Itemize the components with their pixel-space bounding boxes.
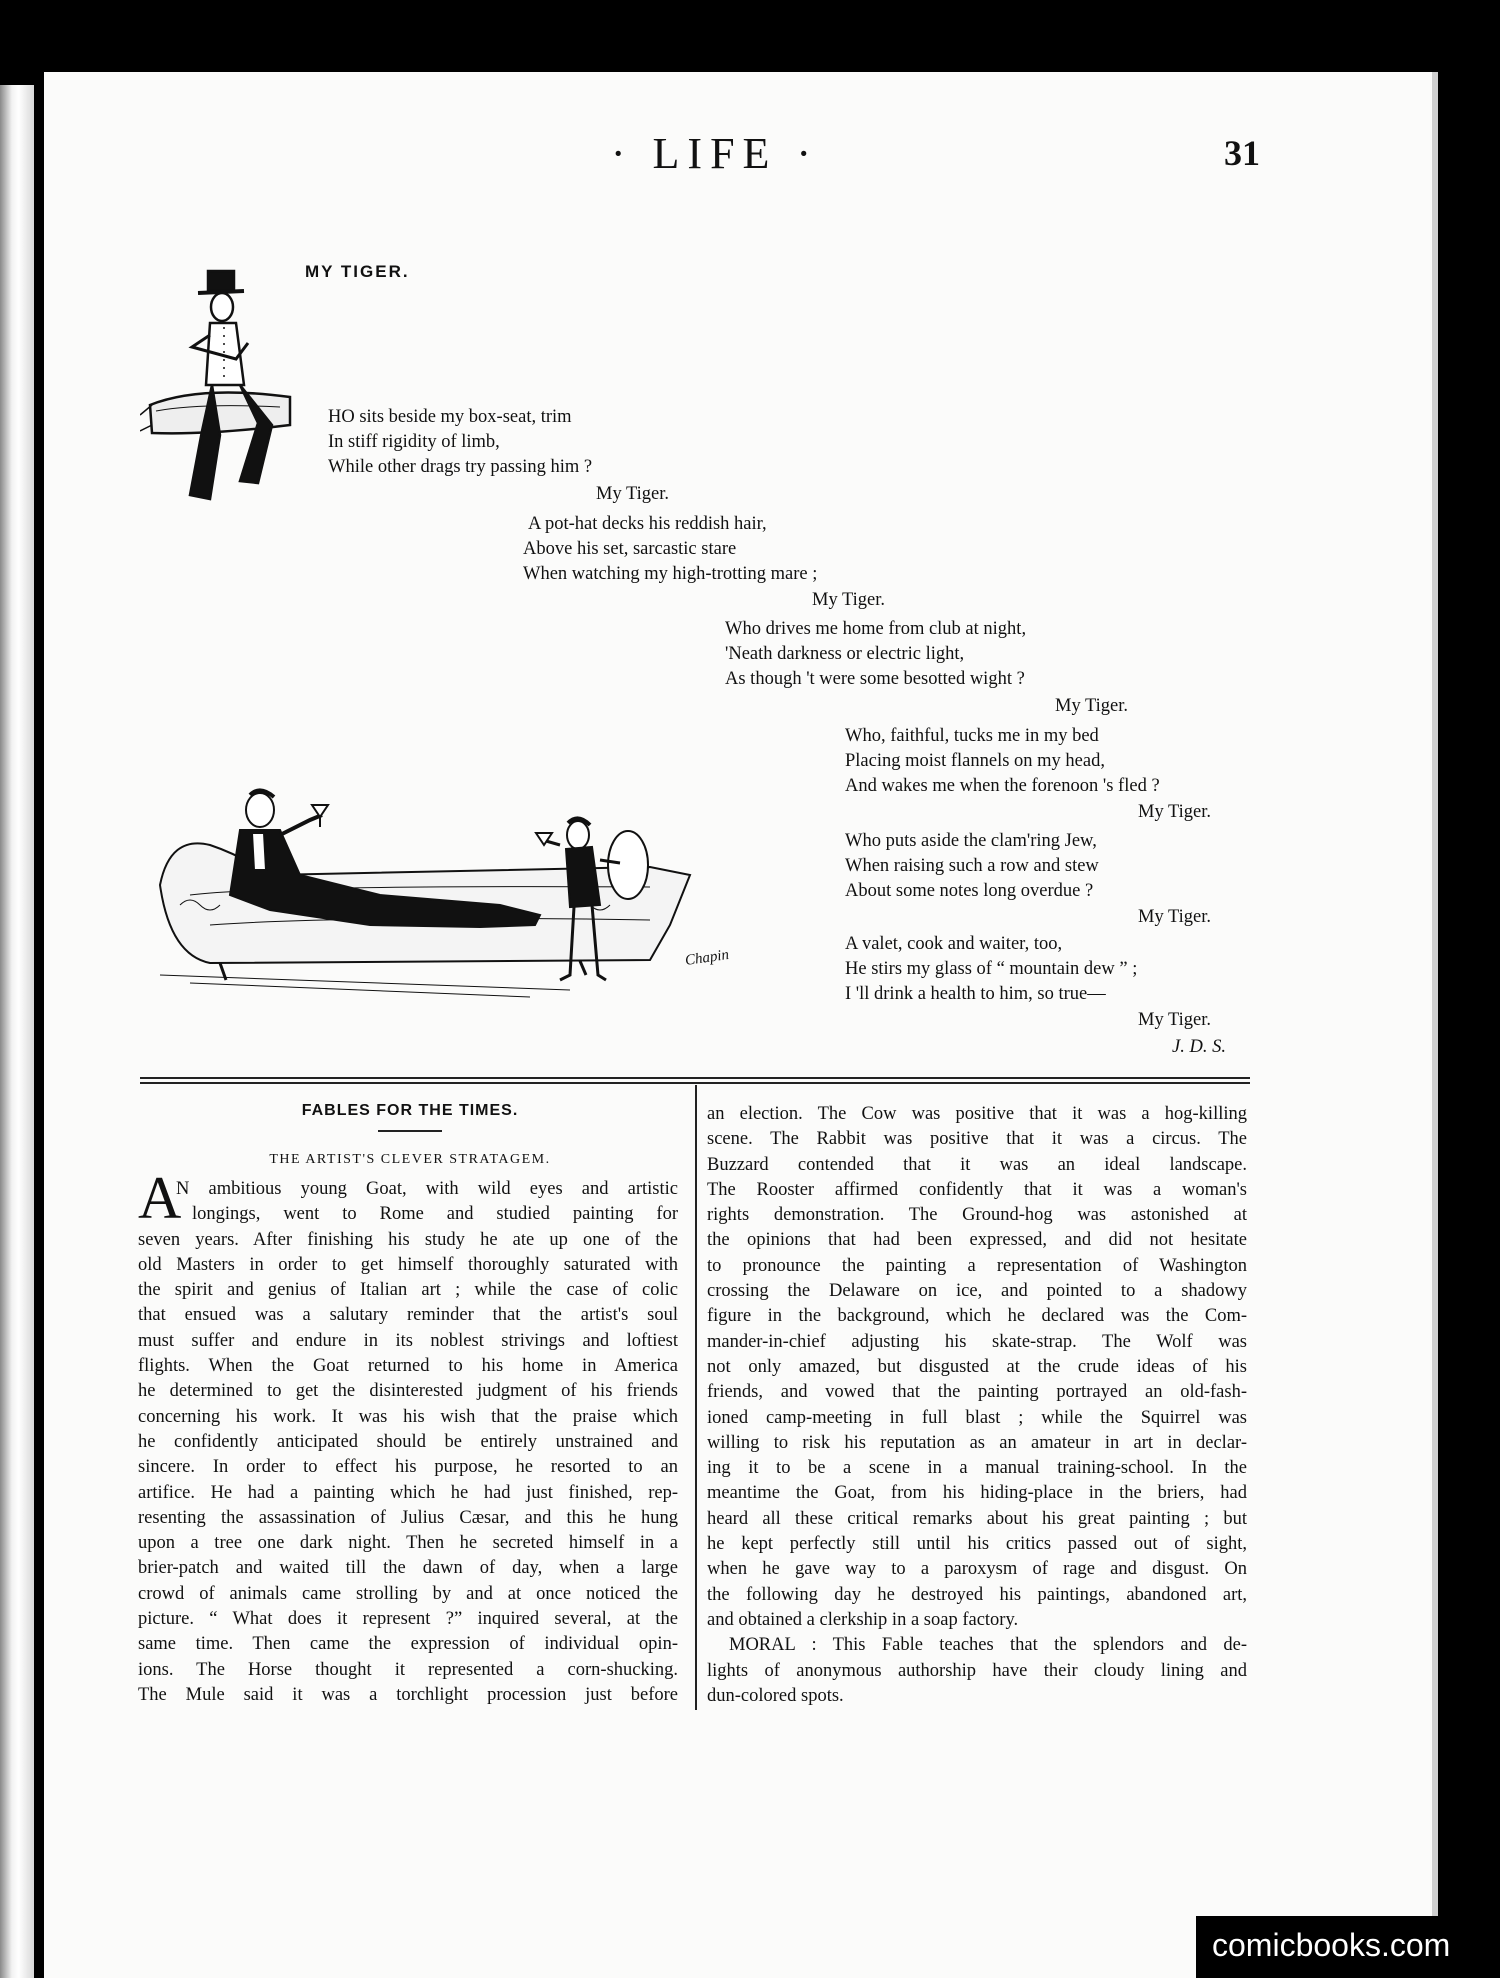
column-divider bbox=[695, 1085, 697, 1710]
article-line: the following day he destroyed his paintings, abandoned art, bbox=[707, 1584, 1247, 1605]
article-line: seven years. After finishing his study he ate up one of the bbox=[138, 1229, 678, 1250]
article-line: he confidently anticipated should be entirely unstrained and bbox=[138, 1431, 678, 1452]
article-line: crowd of animals came strolling by and at once noticed the bbox=[138, 1583, 678, 1604]
poem-line: Placing moist flannels on my head, bbox=[845, 751, 1105, 771]
article-line: not only amazed, but disgusted at the crude ideas of his bbox=[707, 1356, 1247, 1377]
article-line: he kept perfectly still until his critics passed out of sight, bbox=[707, 1534, 1247, 1555]
article-line: ing it to be a scene in a manual training-school. In the bbox=[707, 1458, 1247, 1479]
article-title: FABLES FOR THE TIMES. bbox=[301, 1102, 519, 1119]
poem-line: 'Neath darkness or electric light, bbox=[725, 644, 965, 664]
article-line: friends, and vowed that the painting portrayed an old-fash- bbox=[707, 1382, 1247, 1403]
article-line: flights. When the Goat returned to his home in America bbox=[138, 1356, 678, 1377]
poem-refrain: My Tiger. bbox=[1055, 696, 1129, 716]
article-line: rights demonstration. The Ground-hog was astonished at bbox=[707, 1205, 1247, 1226]
article-line: dun-colored spots. bbox=[707, 1685, 844, 1706]
section-divider-rule bbox=[140, 1082, 1250, 1084]
article-line: the opinions that had been expressed, and did not hesitate bbox=[707, 1230, 1247, 1251]
article-line: picture. “ What does it represent ?” inquired several, at the bbox=[138, 1609, 678, 1630]
drop-cap: A bbox=[138, 1165, 182, 1231]
article-line: same time. Then came the expression of individual opin- bbox=[138, 1634, 678, 1655]
article-line: heard all these critical remarks about his great painting ; but bbox=[707, 1508, 1247, 1529]
poem-line: I 'll drink a health to him, so true— bbox=[845, 984, 1106, 1004]
poem-line: When raising such a row and stew bbox=[845, 856, 1099, 876]
poem-line: In stiff rigidity of limb, bbox=[328, 432, 500, 452]
poem-refrain: My Tiger. bbox=[1138, 802, 1212, 822]
article-line: he determined to get the disinterested judgment of his friends bbox=[138, 1381, 678, 1402]
article-line: The Mule said it was a torchlight procession just before bbox=[138, 1684, 678, 1705]
title-underline bbox=[378, 1130, 442, 1132]
article-line: and obtained a clerkship in a soap factory. bbox=[707, 1609, 1019, 1630]
article-line: ions. The Horse thought it represented a corn-shucking. bbox=[138, 1659, 678, 1680]
article-line: lights of anonymous authorship have their cloudy lining and bbox=[707, 1660, 1247, 1681]
article-line: brier-patch and waited till the dawn of day, when a large bbox=[138, 1558, 678, 1579]
article-line: Buzzard contended that it was an ideal landscape. bbox=[707, 1154, 1247, 1175]
article-line: must suffer and endure in its noblest strivings and loftiest bbox=[138, 1330, 678, 1351]
poem-refrain: My Tiger. bbox=[1138, 1010, 1212, 1030]
article-moral-line: MORAL : This Fable teaches that the splendors and de- bbox=[729, 1635, 1247, 1656]
poem-line: And wakes me when the forenoon 's fled ? bbox=[845, 776, 1160, 796]
article-line: meantime the Goat, from his hiding-place in the briers, had bbox=[707, 1483, 1247, 1504]
article-line: sincere. In order to effect his purpose, he resorted to an bbox=[138, 1457, 678, 1478]
poem-line: Who puts aside the clam'ring Jew, bbox=[845, 831, 1097, 851]
poem-title: MY TIGER. bbox=[305, 262, 410, 281]
article-line: crossing the Delaware on ice, and pointed to a shadowy bbox=[707, 1281, 1247, 1302]
poem-line: HO sits beside my box-seat, trim bbox=[328, 407, 572, 427]
section-divider-rule bbox=[140, 1077, 1250, 1079]
article-line: an election. The Cow was positive that it was a hog-killing bbox=[707, 1104, 1247, 1124]
article-line: resenting the assassination of Julius Cæsar, and this he hung bbox=[138, 1507, 678, 1528]
watermark-text: comicbooks.com bbox=[1212, 1927, 1451, 1963]
poem-line: When watching my high-trotting mare ; bbox=[523, 564, 818, 584]
poem-signature: J. D. S. bbox=[1172, 1037, 1226, 1057]
article-line: to pronounce the painting a representation of Washington bbox=[707, 1255, 1247, 1276]
article-subtitle: THE ARTIST'S CLEVER STRATAGEM. bbox=[269, 1152, 551, 1167]
article-line: mander-in-chief adjusting his skate-strap. The Wolf was bbox=[707, 1331, 1247, 1352]
article-left-column bbox=[138, 1177, 678, 1708]
poem-line: A pot-hat decks his reddish hair, bbox=[528, 514, 767, 534]
page-edge-shadow bbox=[1432, 72, 1438, 1978]
reclining-man-and-valet-illustration bbox=[150, 775, 760, 1010]
poem-line: About some notes long overdue ? bbox=[845, 881, 1094, 901]
illustration-artist-signature: Chapin bbox=[684, 947, 731, 970]
poem-line: While other drags try passing him ? bbox=[328, 457, 593, 477]
page-number: 31 bbox=[1224, 133, 1260, 173]
article-line: concerning his work. It was his wish that the praise which bbox=[138, 1406, 678, 1427]
tiger-sitting-illustration bbox=[140, 255, 330, 520]
adjacent-page-edge bbox=[0, 85, 34, 1978]
poem-line: As though 't were some besotted wight ? bbox=[725, 669, 1025, 689]
poem-refrain: My Tiger. bbox=[1138, 907, 1212, 927]
article-line: old Masters in order to get himself thoroughly saturated with bbox=[138, 1254, 678, 1275]
article-line: figure in the background, which he declared was the Com- bbox=[707, 1306, 1247, 1327]
article-line: upon a tree one dark night. Then he secreted himself in a bbox=[138, 1533, 678, 1554]
magazine-title: · LIFE · bbox=[610, 129, 820, 178]
article-line: scene. The Rabbit was positive that it was a circus. The bbox=[707, 1129, 1247, 1150]
poem-line: A valet, cook and waiter, too, bbox=[845, 934, 1063, 954]
article-line: when he gave way to a paroxysm of rage and disgust. On bbox=[707, 1559, 1247, 1580]
poem-refrain: My Tiger. bbox=[812, 590, 886, 610]
article-line: the spirit and genius of Italian art ; while the case of colic bbox=[138, 1280, 678, 1301]
article-line: N ambitious young Goat, with wild eyes and artistic bbox=[176, 1179, 678, 1199]
article-line: artifice. He had a painting which he had just finished, rep- bbox=[138, 1482, 678, 1503]
article-line: The Rooster affirmed confidently that it was a woman's bbox=[707, 1179, 1247, 1200]
poem-line: Above his set, sarcastic stare bbox=[523, 539, 737, 559]
article-line: that ensued was a salutary reminder that the artist's soul bbox=[138, 1305, 678, 1326]
article-line: willing to risk his reputation as an amateur in art in declar- bbox=[707, 1432, 1247, 1453]
article-right-column bbox=[707, 1102, 1247, 1709]
article-line: longings, went to Rome and studied painting for bbox=[192, 1204, 678, 1225]
poem-refrain: My Tiger. bbox=[596, 484, 670, 504]
article-line: ioned camp-meeting in full blast ; while the Squirrel was bbox=[707, 1407, 1247, 1428]
poem-line: Who, faithful, tucks me in my bed bbox=[845, 726, 1099, 746]
poem-line: He stirs my glass of “ mountain dew ” ; bbox=[845, 959, 1138, 979]
poem-line: Who drives me home from club at night, bbox=[725, 619, 1027, 639]
